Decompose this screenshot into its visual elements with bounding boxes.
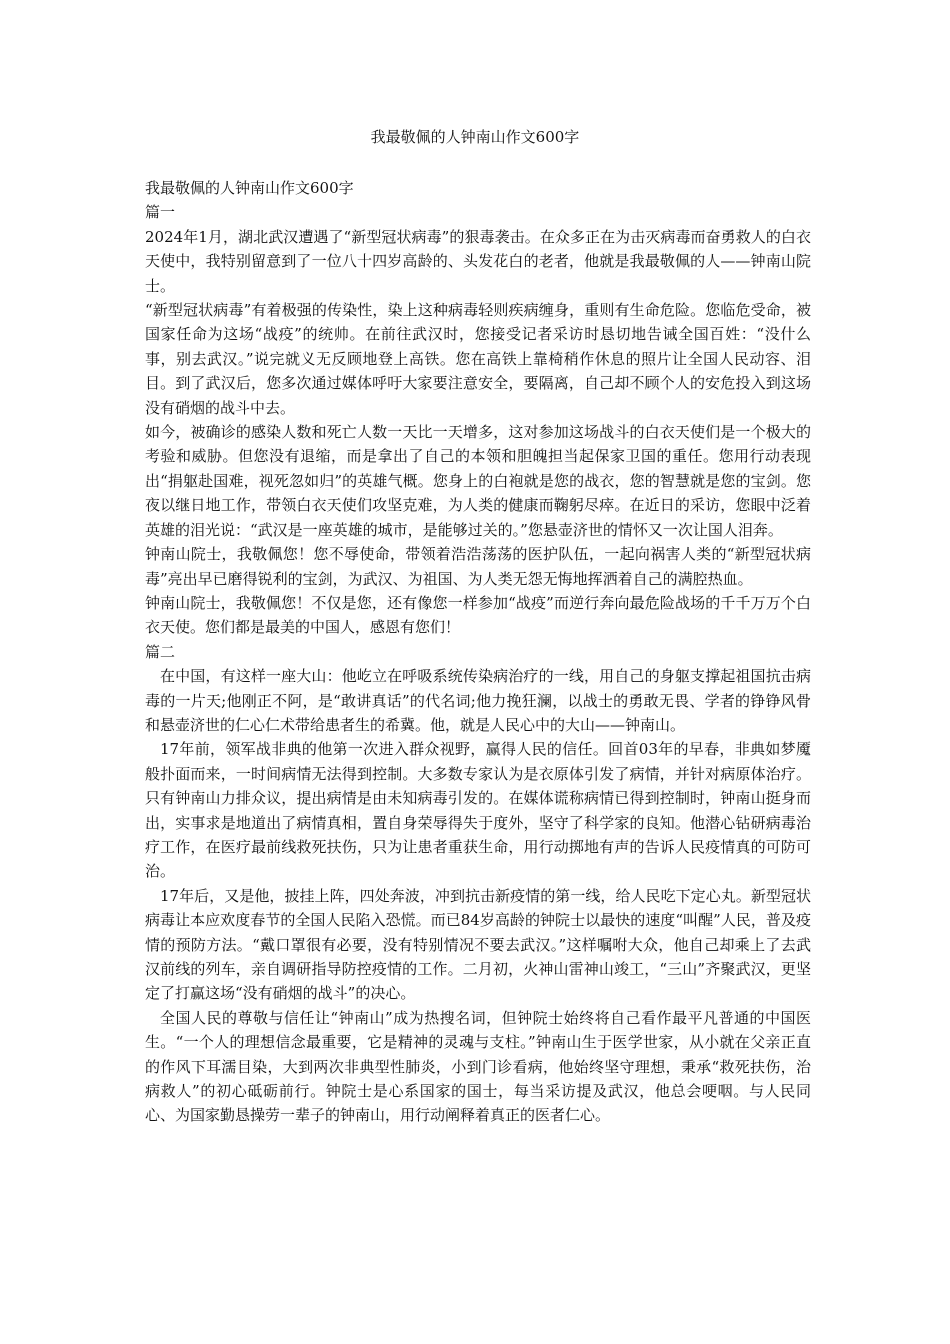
body-paragraph: “新型冠状病毒”有着极强的传染性，染上这种病毒轻则疾病缠身，重则有生命危险。您临危受命，被国家任命为这场“战疫”的统帅。在前往武汉时，您接受记者采访时恳切地告诫全国百姓：“没什么事，别去武汉。”说完就义无反顾地登上高铁。您在高铁上靠椅稍作休息的照片让全国人民动容、泪目。到了武汉后，您多次通过媒体呼吁大家要注意安全，要隔离，自己却不顾个人的安危投入到这场没有硝烟的战斗中去。 xyxy=(145,301,811,417)
body-paragraph: 如今，被确诊的感染人数和死亡人数一天比一天增多，这对参加这场战斗的白衣天使们是一个极大的考验和威胁。但您没有退缩，而是拿出了自己的本领和胆魄担当起保家卫国的重任。您用行动表现出“捐躯赴国难，视死忽如归”的英雄气概。您身上的白袍就是您的战衣，您的智慧就是您的宝剑。您夜以继日地工作，带领白衣天使们攻坚克难，为人类的健康而鞠躬尽瘁。在近日的采访，您眼中泛着英雄的泪光说：“武汉是一座英雄的城市，是能够过关的。”您悬壶济世的情怀又一次让国人泪奔。 xyxy=(145,423,811,539)
body-paragraph: 钟南山院士，我敬佩您！您不辱使命，带领着浩浩荡荡的医护队伍，一起向祸害人类的“新型冠状病毒”亮出早已磨得锐利的宝剑，为武汉、为祖国、为人类无怨无悔地挥洒着自己的满腔热血。 xyxy=(145,545,811,588)
body-paragraph: 在中国，有这样一座大山：他屹立在呼吸系统传染病治疗的一线，用自己的身躯支撑起祖国抗击病毒的一片天;他刚正不阿，是“敢讲真话”的代名词;他力挽狂澜，以战士的勇敢无畏、学者的铮铮风骨和悬壶济世的仁心仁术带给患者生的希冀。他，就是人民心中的大山——钟南山。 xyxy=(145,667,811,734)
section-heading: 篇二 xyxy=(145,642,176,661)
subtitle-paragraph: 我最敬佩的人钟南山作文600字 xyxy=(145,179,354,197)
body-paragraph: 2024年1月，湖北武汉遭遇了“新型冠状病毒”的狠毒袭击。在众多正在为击灭病毒而奋勇救人的白衣天使中，我特别留意到了一位八十四岁高龄的、头发花白的老者，他就是我最敬佩的人——钟南山院士。 xyxy=(145,227,811,295)
section-heading: 篇一 xyxy=(145,203,176,222)
body-paragraph: 17年后，又是他，披挂上阵，四处奔波，冲到抗击新疫情的第一线，给人民吃下定心丸。新型冠状病毒让本应欢度春节的全国人民陷入恐慌。而已84岁高龄的钟院士以最快的速度“叫醒”人民，普及疫情的预防方法。“戴口罩很有必要，没有特别情况不要去武汉。”这样嘱咐大众，他自己却乘上了去武汉前线的列车，亲自调研指导防控疫情的工作。二月初，火神山雷神山竣工，“三山”齐聚武汉，更坚定了打赢这场“没有硝烟的战斗”的决心。 xyxy=(145,886,811,1003)
body-paragraph: 钟南山院士，我敬佩您！不仅是您，还有像您一样参加“战疫”而逆行奔向最危险战场的千千万万个白衣天使。您们都是最美的中国人，感恩有您们！ xyxy=(145,593,811,637)
body-paragraph: 全国人民的尊敬与信任让“钟南山”成为热搜名词，但钟院士始终将自己看作最平凡普通的中国医生。“一个人的理想信念最重要，它是精神的灵魂与支柱。”钟南山生于医学世家，从小就在父亲正直的作风下耳濡目染，大到两次非典型性肺炎，小到门诊看病，他始终坚守理想，秉承“救死扶伤，治病救人”的初心砥砺前行。钟院士是心系国家的国士，每当采访提及武汉，他总会哽咽。与人民同心、为国家勤恳操劳一辈子的钟南山，用行动阐释着真正的医者仁心。 xyxy=(145,1008,811,1125)
body-paragraph: 17年前，领军战非典的他第一次进入群众视野，赢得人民的信任。回首03年的早春，非典如梦魇般扑面而来，一时间病情无法得到控制。大多数专家认为是衣原体引发了病情，并针对病原体治疗。只有钟南山力排众议，提出病情是由未知病毒引发的。在媒体谎称病情已得到控制时，钟南山挺身而出，实事求是地道出了病情真相，置自身荣辱得失于度外，坚守了科学家的良知。他潜心钻研病毒治疗工作，在医疗最前线救死扶伤，只为让患者重获生命，用行动掷地有声的告诉人民疫情真的可防可治。 xyxy=(145,740,811,881)
document-body xyxy=(145,176,811,1128)
page-title: 我最敬佩的人钟南山作文600字 xyxy=(370,128,580,146)
